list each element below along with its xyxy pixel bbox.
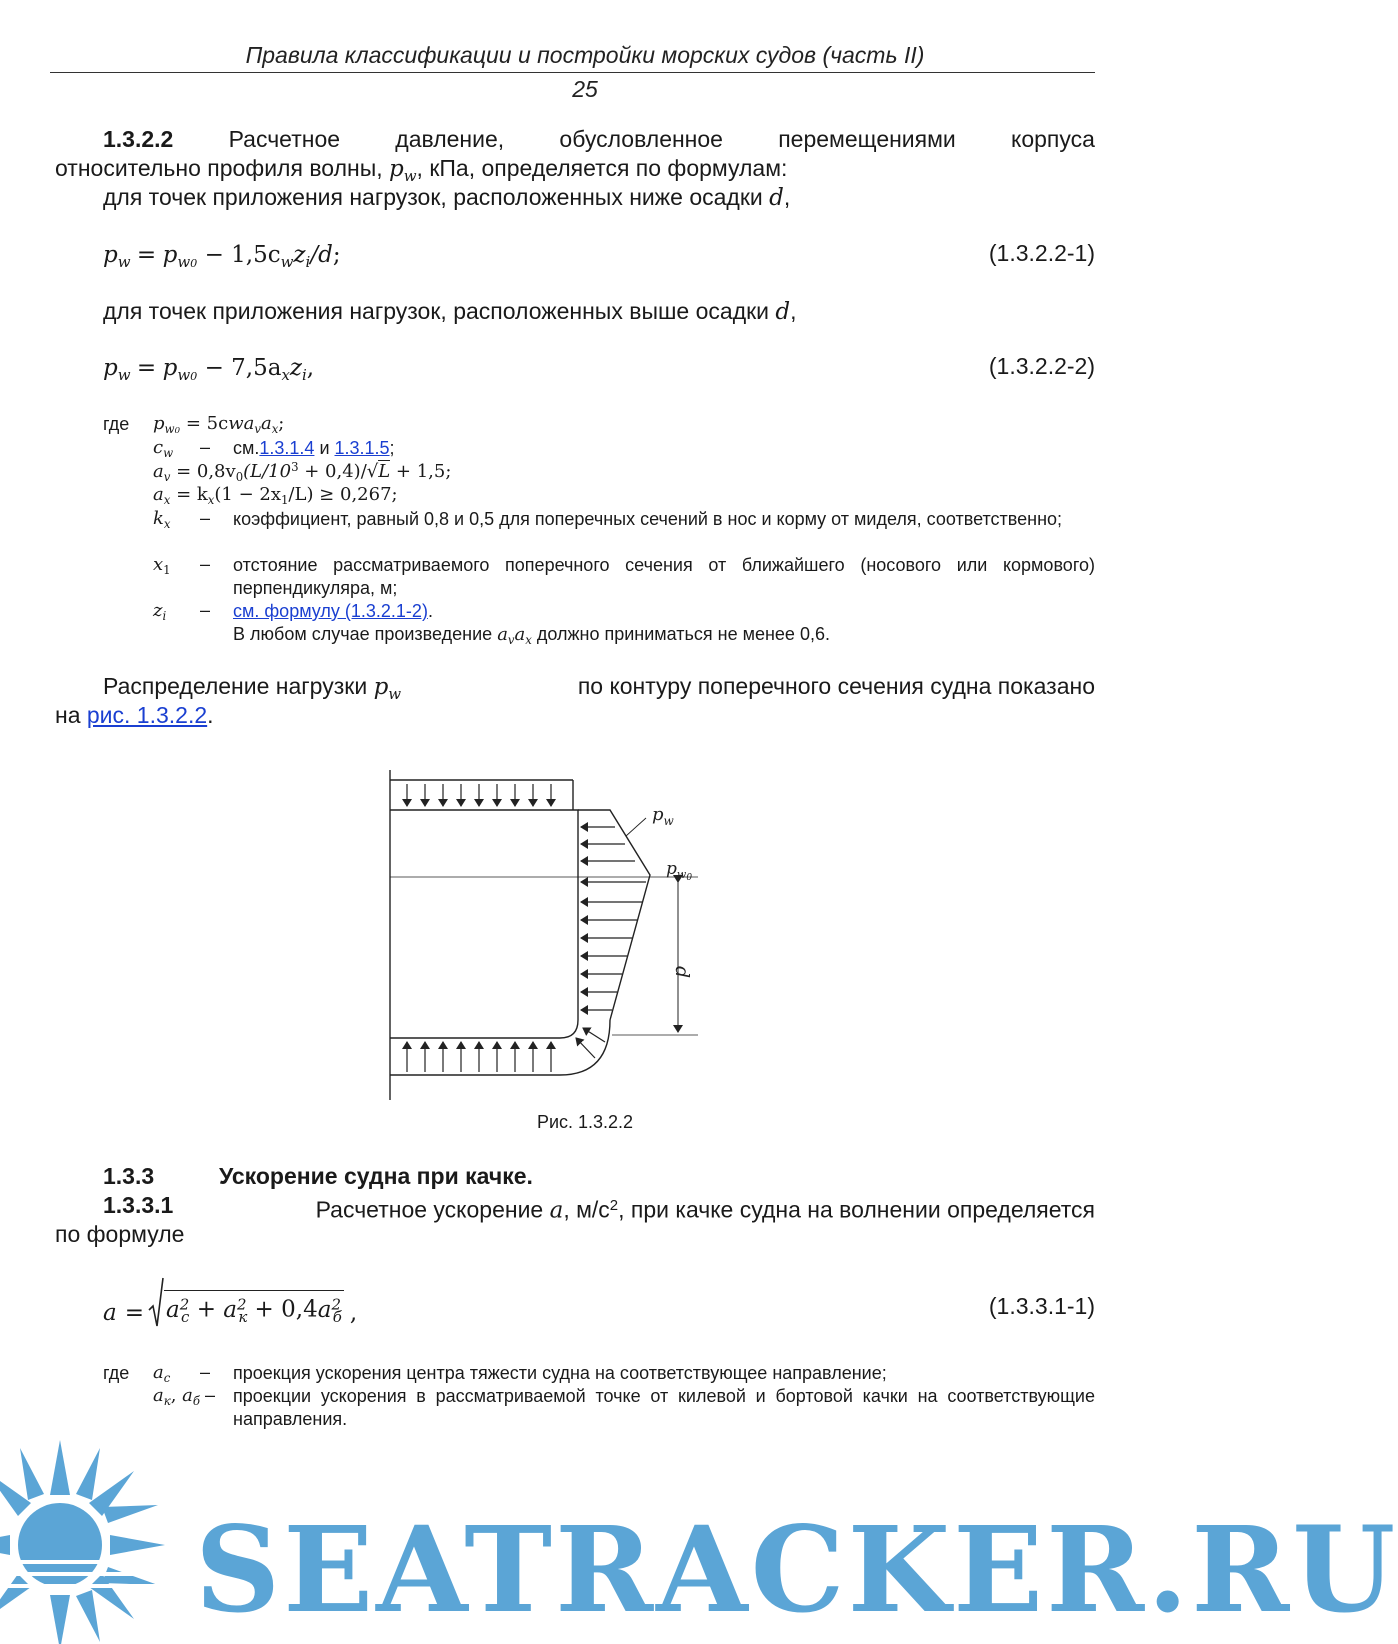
deck-load-arrows (407, 784, 551, 806)
cw-symbol: $c_w$ (153, 437, 174, 461)
x1-symbol: $x_1$ (153, 554, 171, 578)
akb-symbol: $a_к$, $a_б$ (153, 1385, 201, 1409)
text: относительно профиля волны, (55, 155, 390, 181)
hull-outline (390, 810, 578, 1038)
section-number: 1.3.2.2 (103, 126, 174, 152)
symbol-d: d (775, 299, 791, 325)
distribution-line1 (103, 672, 1095, 709)
equation-acceleration-number: (1.3.3.1-1) (988, 1293, 1095, 1319)
label-d: d (671, 966, 693, 979)
eq1-tail: − 1,5c (197, 242, 281, 268)
para-1331-line2: по формуле (55, 1221, 185, 1247)
product-note: В любом случае произведение $a_va_x$ должно приниматься не менее 0,6. (233, 624, 830, 648)
equation-2-number: (1.3.2.2-2) (988, 353, 1095, 379)
text: для точек приложения нагрузок, расположенных ниже осадки (103, 184, 770, 210)
dash: – (200, 600, 211, 620)
bilge-load-arrows (576, 1028, 605, 1058)
text: Расчетное ускорение a, $м/с^2$, при качке судна на волнении определяется (315, 1196, 1095, 1224)
equation-2: $p_w = p_{w0} - 7,5a_xz_i$, (103, 355, 315, 385)
ref-1314-link[interactable]: 1.3.1.4 (259, 438, 315, 458)
dash: – (205, 1385, 216, 1405)
fig-13222-link[interactable]: рис. 1.3.2.2 (86, 702, 208, 728)
av-definition: $a_v = 0,8v_0(L/10^3 + 0,4)/√L + 1,5$; (153, 460, 452, 484)
word: корпуса (1011, 126, 1095, 152)
kx-symbol: $k_x$ (153, 508, 171, 532)
sun-logo-icon (0, 1410, 185, 1644)
running-header: Правила классификации и постройки морских судов (часть II) (245, 42, 925, 68)
label-pw: $p_w$ (652, 804, 674, 828)
word: обусловленное (559, 126, 723, 152)
bottom-load-arrows (407, 1042, 551, 1072)
dash: – (200, 508, 211, 528)
para-1331-line1 (103, 1191, 1095, 1225)
dash: – (200, 437, 211, 457)
where-label: где (103, 1363, 130, 1383)
zi-desc: см. формулу (1.3.2.1-2). (233, 601, 433, 621)
page-number: 25 (572, 76, 598, 102)
zi-symbol: $z_i$ (153, 600, 167, 624)
pressure-distribution-figure (380, 770, 740, 1110)
kx-desc: коэффициент, равный 0,8 и 0,5 для поперечных сечений в нос и корму от миделя, соответственно; (233, 509, 1063, 529)
section-133-number: 1.3.3 (103, 1163, 155, 1189)
section-number: 1.3.3.1 (103, 1192, 174, 1218)
text: по контуру поперечного сечения судна показано (577, 673, 1095, 699)
equation-1: $p_w = p_{w0} - 1,5c_wz_i/d$; (103, 242, 341, 272)
akb-desc: проекции ускорения в рассматриваемой точке от килевой и бортовой качки на соответствующие направления. (233, 1386, 1095, 1429)
x1-desc: отстояние рассматриваемого поперечного сечения от ближайшего (носового или кормового) перпендикуляра, м; (233, 555, 1095, 598)
para-1322-line1 (103, 125, 1095, 154)
word: перемещениями (778, 126, 956, 152)
word: Расчетное (228, 126, 341, 152)
where-label: где (103, 414, 130, 434)
ref-1315-link[interactable]: 1.3.1.5 (334, 438, 390, 458)
text: для точек приложения нагрузок, расположенных выше осадки (103, 298, 776, 324)
cw-desc: см.1.3.1.4 и 1.3.1.5; (233, 438, 395, 458)
header-rule (50, 72, 1095, 73)
eq2-tail: − 7,5a (197, 355, 282, 381)
ax-definition: $a_x = k_x(1 - 2x_1/L) \ge 0,267$; (153, 484, 398, 508)
below-draft-intro: для точек приложения нагрузок, расположенных ниже осадки d, (103, 184, 791, 211)
label-pw0: $p_w0$ (666, 859, 693, 883)
pw0-definition: $p_{w0} = 5cwa_va_x$; (153, 413, 285, 437)
symbol-d: d (769, 185, 784, 211)
ac-symbol: $a_c$ (153, 1362, 171, 1386)
text: , кПа, определяется по формулам: (416, 155, 788, 181)
ac-desc: проекция ускорения центра тяжести судна на соответствующее направление; (233, 1363, 887, 1383)
distribution-line2: на рис. 1.3.2.2. (55, 702, 214, 728)
pressure-outline (578, 810, 650, 1020)
text: Распределение нагрузки $p_w$ (103, 673, 402, 704)
section-133-title: Ускорение судна при качке. (219, 1163, 533, 1189)
symbol-pw: $p_w$ (389, 156, 417, 186)
equation-1-number: (1.3.2.2-1) (988, 240, 1095, 266)
word: давление, (395, 126, 505, 152)
above-draft-intro: для точек приложения нагрузок, расположенных выше осадки d, (103, 298, 797, 325)
side-load-arrows (581, 827, 646, 1010)
watermark-text: SEATRACKER.RU (195, 1500, 1398, 1639)
formula-13221-2-link[interactable]: см. формулу (1.3.2.1-2) (233, 601, 428, 621)
dash: – (200, 1362, 211, 1382)
figure-caption: Рис. 1.3.2.2 (536, 1112, 634, 1132)
dash: – (200, 554, 211, 574)
equation-acceleration: a = $a^2_c + a^2_к + 0,4a^2_б$ , (103, 1276, 357, 1326)
